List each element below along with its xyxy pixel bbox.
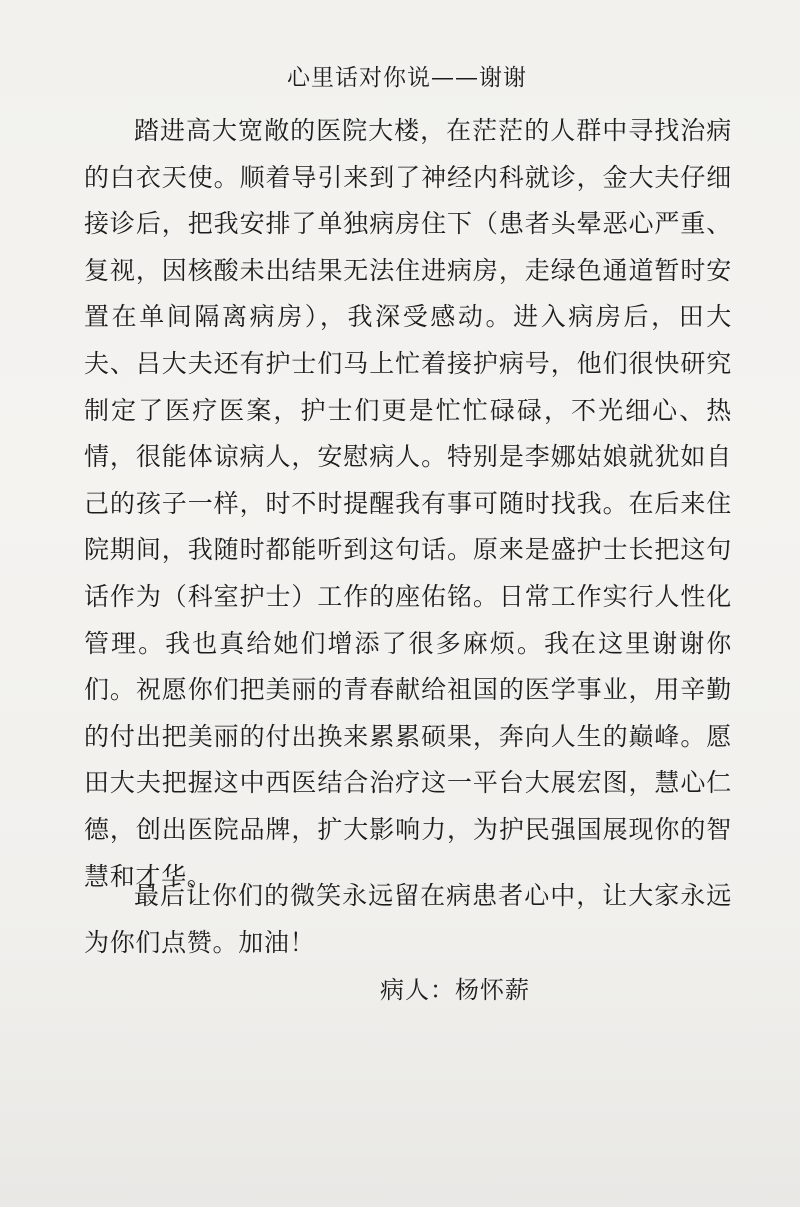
letter-title: 心里话对你说——谢谢 <box>287 65 527 91</box>
letter-paragraph-2: 最后让你们的微笑永远留在病患者心中，让大家永远为你们点赞。加油！ <box>84 881 732 957</box>
letter-paragraph-1: 踏进高大宽敞的医院大楼，在茫茫的人群中寻找治病的白衣天使。顺着导引来到了神经内科就诊，金大夫仔细接诊后，把我安排了单独病房住下（患者头晕恶心严重、复视，因核酸未出结果无法住进病房，走绿色通道暂时安置在单间隔离病房），我深受感动。进入病房后，田大夫、吕大夫还有护士们马上忙着接护病号，他们很快研究制定了医疗医案，护士们更是忙忙碌碌，不光细心、热情，很能体谅病人，安慰病人。特别是李娜姑娘就犹如自己的孩子一样，时不时提醒我有事可随时找我。在后来住院期间，我随时都能听到这句话。原来是盛护士长把这句话作为（科室护士）工作的座佑铭。日常工作实行人性化管理。我也真给她们增添了很多麻烦。我在这里谢谢你们。祝愿你们把美丽的青春献给祖国的医学事业，用辛勤的付出把美丽的付出换来累累硕果，奔向人生的巅峰。愿田大夫把握这中西医结合治疗这一平台大展宏图，慧心仁德，创出医院品牌，扩大影响力，为护民强国展现你的智慧和才华。 <box>84 116 732 891</box>
letter-signature: 病人：杨怀薪 <box>380 976 530 1004</box>
